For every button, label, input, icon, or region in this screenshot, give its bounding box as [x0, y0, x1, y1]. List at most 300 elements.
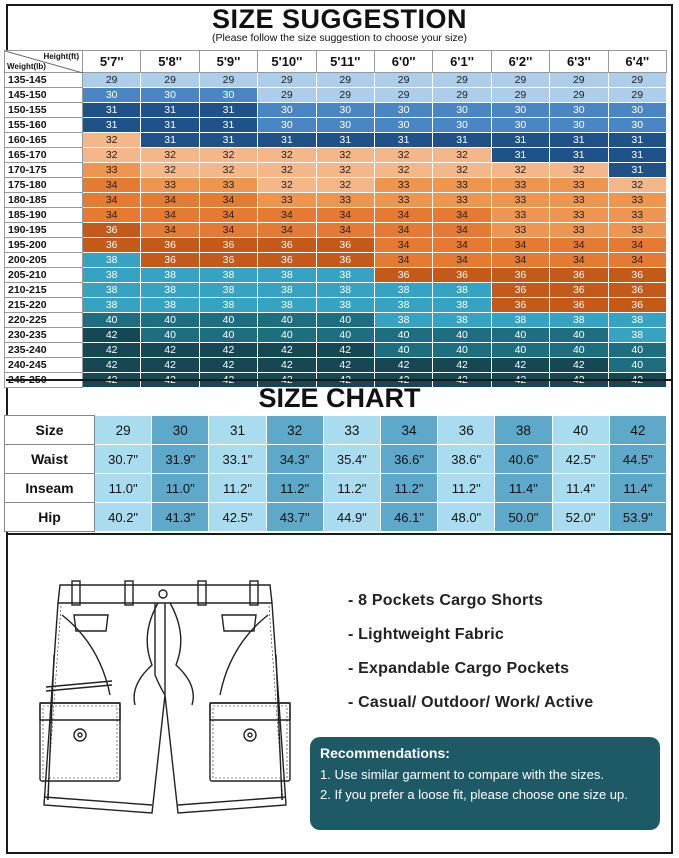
height-header-cell: 5'10'' — [258, 51, 316, 73]
chart-row-waist — [5, 445, 667, 474]
size-cell: 32 — [141, 148, 199, 163]
size-cell: 42 — [258, 373, 316, 388]
chart-cell: 42 — [609, 416, 666, 445]
weight-label: 155-160 — [5, 118, 83, 133]
size-cell: 40 — [433, 328, 491, 343]
size-cell: 33 — [433, 178, 491, 193]
size-cell: 38 — [258, 298, 316, 313]
chart-cell: 52.0" — [552, 503, 609, 532]
chart-cell: 11.0" — [95, 474, 152, 503]
chart-cell: 43.7" — [266, 503, 323, 532]
size-cell: 31 — [491, 133, 549, 148]
size-cell: 38 — [433, 283, 491, 298]
size-cell: 33 — [550, 193, 608, 208]
weight-row — [5, 73, 667, 88]
size-cell: 33 — [608, 208, 666, 223]
size-cell: 36 — [491, 283, 549, 298]
chart-cell: 40.2" — [95, 503, 152, 532]
size-cell: 38 — [491, 313, 549, 328]
size-cell: 38 — [316, 268, 374, 283]
size-cell: 42 — [491, 358, 549, 373]
size-cell: 42 — [141, 358, 199, 373]
height-header-cell: 5'9'' — [199, 51, 257, 73]
size-cell: 36 — [199, 238, 257, 253]
size-cell: 33 — [491, 223, 549, 238]
size-cell: 38 — [258, 268, 316, 283]
size-cell: 31 — [316, 133, 374, 148]
size-cell: 36 — [316, 253, 374, 268]
chart-cell: 36 — [438, 416, 495, 445]
size-cell: 40 — [141, 328, 199, 343]
size-cell: 34 — [433, 238, 491, 253]
shorts-drawing — [30, 575, 300, 835]
table-corner — [5, 51, 83, 73]
cargo-shorts-illustration — [30, 575, 300, 840]
size-cell: 30 — [199, 88, 257, 103]
size-cell: 29 — [433, 88, 491, 103]
size-cell: 36 — [316, 238, 374, 253]
chart-cell: 11.2" — [209, 474, 266, 503]
size-cell: 42 — [608, 373, 666, 388]
size-cell: 40 — [141, 313, 199, 328]
size-suggestion-title: SIZE SUGGESTION — [211, 4, 468, 34]
size-cell: 30 — [550, 103, 608, 118]
size-cell: 36 — [433, 268, 491, 283]
size-cell: 32 — [199, 163, 257, 178]
weight-label: 215-220 — [5, 298, 83, 313]
weight-axis-label: Weight(lb) — [7, 62, 46, 71]
size-cell: 29 — [258, 88, 316, 103]
size-cell: 33 — [608, 223, 666, 238]
size-cell: 33 — [608, 193, 666, 208]
chart-cell: 48.0" — [438, 503, 495, 532]
size-cell: 34 — [433, 253, 491, 268]
size-cell: 38 — [199, 268, 257, 283]
chart-row-label: Waist — [5, 445, 95, 474]
size-cell: 33 — [491, 193, 549, 208]
weight-label: 200-205 — [5, 253, 83, 268]
size-cell: 36 — [491, 268, 549, 283]
size-chart-table — [4, 415, 667, 532]
size-cell: 30 — [258, 103, 316, 118]
size-cell: 34 — [608, 238, 666, 253]
size-cell: 31 — [83, 103, 141, 118]
chart-cell: 11.2" — [266, 474, 323, 503]
size-cell: 34 — [199, 193, 257, 208]
weight-label: 145-150 — [5, 88, 83, 103]
chart-cell: 40.6" — [495, 445, 552, 474]
size-cell: 30 — [374, 118, 432, 133]
chart-cell: 35.4" — [323, 445, 380, 474]
size-cell: 30 — [608, 118, 666, 133]
size-cell: 42 — [258, 343, 316, 358]
size-cell: 31 — [141, 118, 199, 133]
chart-cell: 29 — [95, 416, 152, 445]
size-cell: 42 — [374, 358, 432, 373]
size-cell: 42 — [199, 358, 257, 373]
size-cell: 31 — [258, 133, 316, 148]
size-cell: 31 — [141, 103, 199, 118]
weight-row — [5, 208, 667, 223]
weight-row — [5, 88, 667, 103]
section-divider — [6, 379, 673, 381]
size-cell: 31 — [199, 118, 257, 133]
size-cell: 32 — [433, 163, 491, 178]
chart-cell: 44.9" — [323, 503, 380, 532]
height-header-cell: 6'2'' — [491, 51, 549, 73]
size-cell: 36 — [258, 253, 316, 268]
size-cell: 40 — [374, 328, 432, 343]
size-cell: 31 — [199, 133, 257, 148]
chart-cell: 11.4" — [495, 474, 552, 503]
size-cell: 40 — [258, 313, 316, 328]
size-cell: 36 — [550, 283, 608, 298]
size-cell: 42 — [199, 343, 257, 358]
size-cell: 36 — [608, 298, 666, 313]
chart-row-inseam — [5, 474, 667, 503]
weight-label: 210-215 — [5, 283, 83, 298]
chart-cell: 53.9" — [609, 503, 666, 532]
size-cell: 31 — [608, 163, 666, 178]
size-cell: 34 — [550, 253, 608, 268]
size-cell: 33 — [550, 223, 608, 238]
size-cell: 33 — [374, 193, 432, 208]
size-cell: 40 — [374, 343, 432, 358]
size-cell: 34 — [199, 208, 257, 223]
section-divider-2 — [6, 533, 673, 535]
weight-row — [5, 103, 667, 118]
size-cell: 42 — [316, 343, 374, 358]
chart-row-label: Size — [5, 416, 95, 445]
size-cell: 42 — [550, 358, 608, 373]
features-list — [348, 592, 593, 728]
size-cell: 38 — [141, 283, 199, 298]
size-cell: 40 — [608, 358, 666, 373]
chart-cell: 38.6" — [438, 445, 495, 474]
chart-cell: 34 — [380, 416, 437, 445]
size-cell: 38 — [83, 283, 141, 298]
size-cell: 42 — [433, 358, 491, 373]
size-cell: 29 — [374, 88, 432, 103]
size-cell: 36 — [608, 268, 666, 283]
recommendations-title: Recommendations: — [320, 745, 450, 761]
size-cell: 30 — [374, 103, 432, 118]
height-axis-label: Height(ft) — [43, 52, 79, 61]
size-cell: 36 — [550, 268, 608, 283]
size-cell: 36 — [374, 268, 432, 283]
weight-row — [5, 238, 667, 253]
weight-row — [5, 163, 667, 178]
chart-cell: 33 — [323, 416, 380, 445]
height-header-cell: 5'8'' — [141, 51, 199, 73]
chart-cell: 41.3" — [152, 503, 209, 532]
size-cell: 42 — [141, 373, 199, 388]
size-cell: 34 — [374, 253, 432, 268]
size-cell: 38 — [83, 253, 141, 268]
size-cell: 32 — [491, 163, 549, 178]
weight-row — [5, 118, 667, 133]
height-header-cell: 6'1'' — [433, 51, 491, 73]
size-cell: 34 — [258, 208, 316, 223]
size-cell: 30 — [433, 118, 491, 133]
size-cell: 31 — [199, 103, 257, 118]
size-cell: 40 — [433, 343, 491, 358]
size-cell: 30 — [316, 118, 374, 133]
size-cell: 29 — [608, 88, 666, 103]
size-cell: 29 — [258, 73, 316, 88]
size-cell: 42 — [83, 358, 141, 373]
weight-row — [5, 298, 667, 313]
size-cell: 34 — [491, 238, 549, 253]
recommendation-item: 1. Use similar garment to compare with the sizes. — [320, 767, 604, 782]
size-cell: 32 — [316, 148, 374, 163]
chart-cell: 30.7" — [95, 445, 152, 474]
size-cell: 32 — [83, 133, 141, 148]
chart-cell: 31.9" — [152, 445, 209, 474]
chart-cell: 11.2" — [380, 474, 437, 503]
height-header-cell: 6'0'' — [374, 51, 432, 73]
size-cell: 36 — [141, 253, 199, 268]
size-chart-title: SIZE CHART — [258, 383, 421, 413]
size-cell: 38 — [83, 268, 141, 283]
feature-item: - Lightweight Fabric — [348, 626, 504, 643]
size-cell: 34 — [258, 223, 316, 238]
feature-item: - Casual/ Outdoor/ Work/ Active — [348, 694, 594, 711]
weight-row — [5, 193, 667, 208]
size-cell: 33 — [141, 178, 199, 193]
chart-cell: 30 — [152, 416, 209, 445]
weight-label: 180-185 — [5, 193, 83, 208]
size-cell: 31 — [374, 133, 432, 148]
size-cell: 42 — [258, 358, 316, 373]
size-cell: 34 — [374, 223, 432, 238]
weight-label: 235-240 — [5, 343, 83, 358]
size-cell: 32 — [199, 148, 257, 163]
weight-label: 220-225 — [5, 313, 83, 328]
size-cell: 40 — [316, 313, 374, 328]
size-cell: 34 — [374, 208, 432, 223]
size-cell: 40 — [316, 328, 374, 343]
size-cell: 42 — [83, 328, 141, 343]
weight-label: 190-195 — [5, 223, 83, 238]
chart-cell: 36.6" — [380, 445, 437, 474]
size-cell: 38 — [608, 328, 666, 343]
chart-cell: 11.0" — [152, 474, 209, 503]
weight-row — [5, 343, 667, 358]
size-cell: 38 — [199, 298, 257, 313]
size-cell: 32 — [316, 163, 374, 178]
size-cell: 30 — [550, 118, 608, 133]
chart-cell: 50.0" — [495, 503, 552, 532]
weight-row — [5, 223, 667, 238]
chart-cell: 11.2" — [323, 474, 380, 503]
size-cell: 34 — [141, 208, 199, 223]
size-cell: 32 — [141, 163, 199, 178]
size-cell: 34 — [316, 223, 374, 238]
weight-label: 150-155 — [5, 103, 83, 118]
size-cell: 30 — [83, 88, 141, 103]
height-header-cell: 6'3'' — [550, 51, 608, 73]
size-cell: 32 — [83, 148, 141, 163]
weight-row — [5, 358, 667, 373]
weight-label: 160-165 — [5, 133, 83, 148]
size-cell: 34 — [199, 223, 257, 238]
weight-row — [5, 268, 667, 283]
weight-row — [5, 253, 667, 268]
size-cell: 42 — [433, 373, 491, 388]
chart-cell: 46.1" — [380, 503, 437, 532]
height-header-cell: 5'7'' — [83, 51, 141, 73]
size-cell: 33 — [433, 193, 491, 208]
size-cell: 32 — [316, 178, 374, 193]
weight-label: 165-170 — [5, 148, 83, 163]
size-cell: 34 — [608, 253, 666, 268]
size-cell: 42 — [83, 373, 141, 388]
size-cell: 40 — [491, 328, 549, 343]
size-cell: 34 — [83, 178, 141, 193]
size-cell: 40 — [199, 313, 257, 328]
size-cell: 29 — [374, 73, 432, 88]
size-cell: 38 — [433, 313, 491, 328]
size-suggestion-subtitle: (Please follow the size suggestion to choose your size) — [211, 32, 468, 44]
size-cell: 32 — [608, 178, 666, 193]
weight-label: 135-145 — [5, 73, 83, 88]
size-cell: 29 — [550, 73, 608, 88]
size-cell: 42 — [83, 343, 141, 358]
size-cell: 32 — [258, 178, 316, 193]
size-cell: 31 — [83, 118, 141, 133]
size-cell: 40 — [199, 328, 257, 343]
size-cell: 38 — [258, 283, 316, 298]
weight-label: 185-190 — [5, 208, 83, 223]
size-cell: 38 — [199, 283, 257, 298]
size-cell: 29 — [491, 73, 549, 88]
size-cell: 34 — [141, 193, 199, 208]
recommendation-item: 2. If you prefer a loose fit, please choose one size up. — [320, 787, 628, 802]
size-cell: 42 — [141, 343, 199, 358]
size-cell: 38 — [316, 298, 374, 313]
size-cell: 36 — [141, 238, 199, 253]
size-cell: 38 — [374, 298, 432, 313]
size-cell: 29 — [316, 88, 374, 103]
size-cell: 31 — [608, 148, 666, 163]
chart-row-hip — [5, 503, 667, 532]
size-cell: 32 — [374, 148, 432, 163]
size-cell: 38 — [141, 298, 199, 313]
chart-cell: 44.5" — [609, 445, 666, 474]
chart-cell: 31 — [209, 416, 266, 445]
size-cell: 31 — [433, 133, 491, 148]
size-cell: 36 — [550, 298, 608, 313]
size-cell: 40 — [83, 313, 141, 328]
size-cell: 36 — [83, 238, 141, 253]
size-cell: 42 — [491, 373, 549, 388]
size-cell: 34 — [83, 208, 141, 223]
chart-cell: 40 — [552, 416, 609, 445]
size-cell: 29 — [550, 88, 608, 103]
size-cell: 31 — [550, 133, 608, 148]
size-cell: 34 — [316, 208, 374, 223]
chart-cell: 42.5" — [209, 503, 266, 532]
size-cell: 40 — [258, 328, 316, 343]
size-cell: 34 — [374, 238, 432, 253]
chart-cell: 32 — [266, 416, 323, 445]
chart-row-label: Hip — [5, 503, 95, 532]
size-cell: 33 — [83, 163, 141, 178]
size-cell: 31 — [550, 148, 608, 163]
size-cell: 32 — [550, 163, 608, 178]
size-cell: 42 — [374, 373, 432, 388]
size-cell: 32 — [374, 163, 432, 178]
size-cell: 31 — [141, 133, 199, 148]
size-cell: 36 — [83, 223, 141, 238]
size-cell: 32 — [258, 148, 316, 163]
recommendations-box — [310, 737, 660, 830]
size-cell: 30 — [316, 103, 374, 118]
size-cell: 38 — [550, 313, 608, 328]
size-cell: 36 — [258, 238, 316, 253]
height-header-cell: 5'11'' — [316, 51, 374, 73]
size-cell: 40 — [550, 343, 608, 358]
size-cell: 42 — [316, 358, 374, 373]
size-cell: 32 — [433, 148, 491, 163]
weight-row — [5, 328, 667, 343]
size-cell: 38 — [374, 313, 432, 328]
size-cell: 30 — [608, 103, 666, 118]
size-cell: 29 — [83, 73, 141, 88]
size-cell: 34 — [433, 208, 491, 223]
size-cell: 30 — [258, 118, 316, 133]
chart-cell: 34.3" — [266, 445, 323, 474]
chart-row-size — [5, 416, 667, 445]
size-cell: 33 — [199, 178, 257, 193]
size-cell: 34 — [83, 193, 141, 208]
weight-label: 170-175 — [5, 163, 83, 178]
weight-row — [5, 313, 667, 328]
weight-row — [5, 178, 667, 193]
size-cell: 32 — [258, 163, 316, 178]
height-header-row — [5, 51, 667, 73]
size-cell: 36 — [608, 283, 666, 298]
weight-label: 205-210 — [5, 268, 83, 283]
size-cell: 38 — [608, 313, 666, 328]
height-header-cell: 6'4'' — [608, 51, 666, 73]
size-cell: 30 — [491, 103, 549, 118]
size-cell: 30 — [433, 103, 491, 118]
size-cell: 31 — [491, 148, 549, 163]
size-cell: 38 — [316, 283, 374, 298]
size-cell: 29 — [141, 73, 199, 88]
size-cell: 33 — [374, 178, 432, 193]
weight-label: 240-245 — [5, 358, 83, 373]
size-cell: 29 — [199, 73, 257, 88]
feature-item: - 8 Pockets Cargo Shorts — [348, 592, 544, 609]
weight-label: 230-235 — [5, 328, 83, 343]
weight-label: 245-250 — [5, 373, 83, 388]
size-cell: 42 — [199, 373, 257, 388]
size-cell: 38 — [433, 298, 491, 313]
size-cell: 33 — [550, 208, 608, 223]
size-cell: 34 — [550, 238, 608, 253]
weight-label: 195-200 — [5, 238, 83, 253]
size-cell: 29 — [433, 73, 491, 88]
chart-cell: 11.4" — [552, 474, 609, 503]
chart-row-label: Inseam — [5, 474, 95, 503]
size-cell: 33 — [258, 193, 316, 208]
size-cell: 40 — [550, 328, 608, 343]
size-cell: 40 — [608, 343, 666, 358]
size-cell: 34 — [491, 253, 549, 268]
